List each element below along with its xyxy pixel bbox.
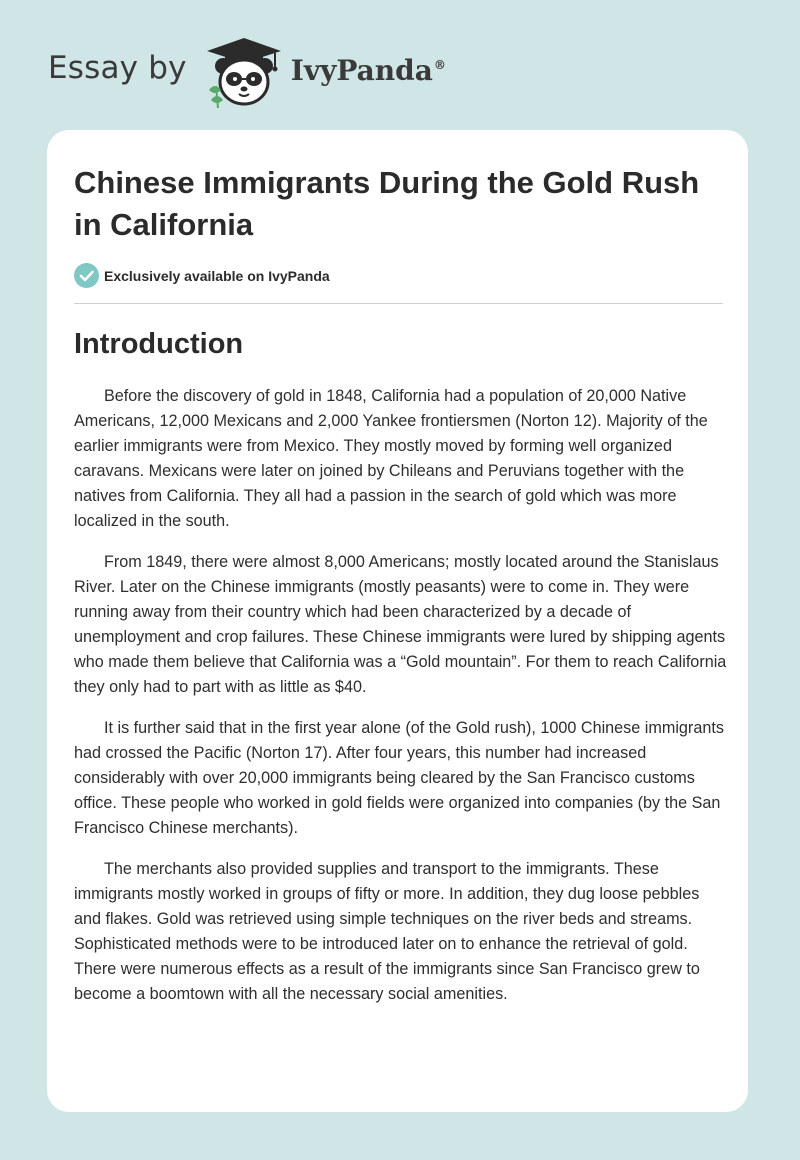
brand-name-text: IvyPanda xyxy=(290,53,433,87)
check-circle-icon xyxy=(74,263,99,288)
panda-graduate-logo-icon[interactable] xyxy=(201,34,287,110)
paragraph: From 1849, there were almost 8,000 Americans; mostly located around the Stanislaus River. Later on the Chinese immigrants (mostly peasants) were to come in. They were running away from their country which had been characterized by a decade of unemployment and crop failures. These Chinese immigrants were lured by shipping agents who made them believe that California was a “Gold mountain”. For them to reach California they only had to part with as little as $40. xyxy=(74,553,727,696)
divider xyxy=(74,303,723,304)
paragraph: The merchants also provided supplies and transport to the immigrants. These immigrants mostly worked in groups of fifty or more. In addition, they dug loose pebbles and flakes. Gold was retrieved using simple techniques on the river beds and streams. Sophisticated methods were to be introduced later on to enhance the retrieval of gold. There were numerous effects as a result of the immigrants since San Francisco grew to become a boomtown with all the necessary social amenities. xyxy=(74,860,700,1003)
essay-card xyxy=(47,130,748,1112)
paragraph: Before the discovery of gold in 1848, California had a population of 20,000 Native Americans, 12,000 Mexicans and 2,000 Yankee frontiersmen (Norton 12). Majority of the earlier immigrants were from Mexico. They mostly moved by forming well organized caravans. Mexicans were later on joined by Chileans and Peruvians together with the natives from California. They all had a passion in the search of gold which was more localized in the south. xyxy=(74,387,708,530)
badge-label: Exclusively available on IvyPanda xyxy=(104,267,330,284)
brand-name[interactable] xyxy=(291,54,446,87)
registered-mark: ® xyxy=(433,58,446,73)
exclusive-badge xyxy=(74,263,330,288)
paragraph: It is further said that in the first year alone (of the Gold rush), 1000 Chinese immigrants had crossed the Pacific (Norton 17). After four years, this number had increased considerably with over 20,000 immigrants being cleared by the San Francisco customs office. These people who worked in gold fields were organized into companies (by the San Francisco Chinese merchants). xyxy=(74,719,724,837)
essay-title: Chinese Immigrants During the Gold Rush in California xyxy=(74,165,700,242)
essay-body xyxy=(74,384,728,1023)
section-heading: Introduction xyxy=(74,328,244,360)
site-header xyxy=(48,34,446,110)
essay-by-label: Essay by xyxy=(48,50,187,86)
